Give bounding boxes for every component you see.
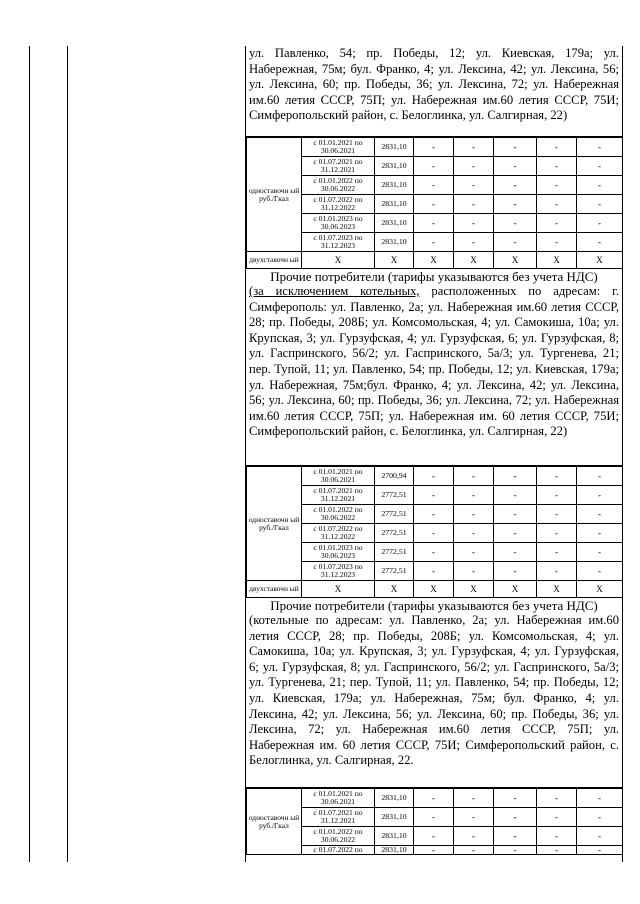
dash-cell: - <box>454 214 494 233</box>
dash-cell: - <box>414 505 454 524</box>
dash-cell: - <box>494 789 537 808</box>
dash-cell: - <box>494 562 537 581</box>
tariff-value: 2831,10 <box>375 846 414 855</box>
dash-cell: - <box>454 562 494 581</box>
exclusion-underlined: (за исключением котельных, <box>249 284 420 298</box>
table-row <box>247 562 623 581</box>
dash-cell: - <box>414 827 454 846</box>
x-cell: X <box>414 581 454 598</box>
tariff-value: 2772,51 <box>375 524 414 543</box>
period-cell: с 01.07.2021 по 31.12.2021 <box>302 486 375 505</box>
table-row <box>247 195 623 214</box>
dash-cell: - <box>414 233 454 252</box>
dash-cell: - <box>414 808 454 827</box>
table-row <box>247 467 623 486</box>
dash-cell: - <box>537 195 577 214</box>
dash-cell: - <box>577 138 623 157</box>
period-cell: с 01.01.2022 по 30.06.2022 <box>302 505 375 524</box>
dash-cell: - <box>414 789 454 808</box>
dash-cell: - <box>454 827 494 846</box>
period-cell: с 01.07.2023 по 31.12.2023 <box>302 562 375 581</box>
dash-cell: - <box>577 827 623 846</box>
dash-cell: - <box>537 789 577 808</box>
dash-cell: - <box>414 138 454 157</box>
two-rate-label: двухставочн ый <box>247 252 302 269</box>
dash-cell: - <box>454 176 494 195</box>
dash-cell: - <box>454 543 494 562</box>
tariff-value: 2831,10 <box>375 214 414 233</box>
dash-cell: - <box>494 827 537 846</box>
dash-cell: - <box>454 846 494 855</box>
x-cell: X <box>375 581 414 598</box>
period-cell: с 01.07.2022 по <box>302 846 375 855</box>
one-rate-label: одноставочн ый руб./Гкал <box>247 789 302 855</box>
dash-cell: - <box>537 505 577 524</box>
dash-cell: - <box>454 157 494 176</box>
period-cell: с 01.01.2021 по 30.06.2021 <box>302 467 375 486</box>
dash-cell: - <box>577 524 623 543</box>
table-row <box>247 486 623 505</box>
section-heading-2: Прочие потребители (тарифы указываются без учета НДС) <box>270 269 598 284</box>
dash-cell: - <box>494 524 537 543</box>
period-cell: с 01.07.2021 по 31.12.2021 <box>302 157 375 176</box>
table-row <box>247 846 623 855</box>
margin-line-1 <box>29 46 30 862</box>
x-cell: X <box>302 581 375 598</box>
table-row <box>247 138 623 157</box>
dash-cell: - <box>537 157 577 176</box>
x-cell: X <box>537 252 577 269</box>
dash-cell: - <box>414 157 454 176</box>
address-list-2 <box>246 284 622 466</box>
tariff-value: 2831,10 <box>375 827 414 846</box>
dash-cell: - <box>454 505 494 524</box>
x-cell: X <box>577 252 623 269</box>
address-list-3: (котельные по адресам: ул. Павленко, 2а; ул. Набережная им.60 летия СССР, 28; пр. Победы, 208Б; ул. Комсомольская, 4; ул. Самокиша, 10а; ул. Крупская, 3; ул. Гурзуфская, 4; ул. Гурзуфская, 6; ул. Гурзуфская, 8; ул. Гаспринского, 56/2; ул. Гаспринского, 5а/3; ул. Тургенева, 21; пер. Тупой, 11; ул. Павленко, 54; пр. Победы, 12; ул. Киевская, 179а; ул. Набережная, 75м; бул. Франко, 4; ул. Лексина, 42; ул. Лексина, 56; ул. Лексина, 60; пр. Победы, 36; ул. Лексина, 72; ул. Набережная им.60 летия СССР, 75П; ул. Набережная им. 60 летия СССР, 75И; Симферопольский район, с. Белоглинка, ул. Салгирная, 22. <box>246 613 622 788</box>
dash-cell: - <box>454 808 494 827</box>
table-row <box>247 505 623 524</box>
dash-cell: - <box>537 524 577 543</box>
dash-cell: - <box>537 138 577 157</box>
dash-cell: - <box>577 157 623 176</box>
address-list-1: ул. Павленко, 54; пр. Победы, 12; ул. Киевская, 179а; ул. Набережная, 75м; бул. Франко, 4; ул. Лексина, 42; ул. Лексина, 56; ул. Лексина, 60; пр. Победы, 36; ул. Лексина, 72; ул. Набережная им.60 летия СССР, 75П; ул. Набережная им.60 летия СССР, 75И; Симферопольский район, с. Белоглинка, ул. Салгирная, 22) <box>246 46 622 137</box>
dash-cell: - <box>537 808 577 827</box>
dash-cell: - <box>414 524 454 543</box>
dash-cell: - <box>537 214 577 233</box>
dash-cell: - <box>414 214 454 233</box>
dash-cell: - <box>577 176 623 195</box>
dash-cell: - <box>577 543 623 562</box>
tariff-value: 2831,10 <box>375 789 414 808</box>
table-row <box>247 252 623 269</box>
dash-cell: - <box>454 195 494 214</box>
dash-cell: - <box>414 543 454 562</box>
x-cell: X <box>494 252 537 269</box>
dash-cell: - <box>414 562 454 581</box>
table-row <box>247 827 623 846</box>
period-cell: с 01.01.2021 по 30.06.2021 <box>302 789 375 808</box>
period-cell: с 01.07.2023 по 31.12.2023 <box>302 233 375 252</box>
x-cell: X <box>537 581 577 598</box>
dash-cell: - <box>494 808 537 827</box>
tariff-table-1 <box>246 137 623 269</box>
dash-cell: - <box>494 176 537 195</box>
period-cell: с 01.07.2021 по 31.12.2021 <box>302 808 375 827</box>
table-row <box>247 581 623 598</box>
table-row <box>247 789 623 808</box>
x-cell: X <box>414 252 454 269</box>
dash-cell: - <box>414 195 454 214</box>
dash-cell: - <box>494 214 537 233</box>
tariff-value: 2831,10 <box>375 138 414 157</box>
dash-cell: - <box>577 789 623 808</box>
tariff-value: 2700,94 <box>375 467 414 486</box>
dash-cell: - <box>494 486 537 505</box>
dash-cell: - <box>414 486 454 505</box>
dash-cell: - <box>454 524 494 543</box>
table-row <box>247 543 623 562</box>
tariff-value: 2831,10 <box>375 176 414 195</box>
tariff-value: 2831,10 <box>375 195 414 214</box>
dash-cell: - <box>494 846 537 855</box>
dash-cell: - <box>537 827 577 846</box>
one-rate-label: одноставочн ый руб./Гкал <box>247 467 302 581</box>
dash-cell: - <box>494 467 537 486</box>
dash-cell: - <box>537 176 577 195</box>
period-cell: с 01.01.2022 по 30.06.2022 <box>302 176 375 195</box>
table-row <box>247 176 623 195</box>
dash-cell: - <box>577 562 623 581</box>
period-cell: с 01.01.2023 по 30.06.2023 <box>302 214 375 233</box>
dash-cell: - <box>494 195 537 214</box>
dash-cell: - <box>577 195 623 214</box>
dash-cell: - <box>577 846 623 855</box>
dash-cell: - <box>577 233 623 252</box>
tariff-value: 2831,10 <box>375 157 414 176</box>
tariff-value: 2772,51 <box>375 543 414 562</box>
dash-cell: - <box>454 467 494 486</box>
tariff-content <box>246 46 622 855</box>
dash-cell: - <box>537 233 577 252</box>
dash-cell: - <box>454 233 494 252</box>
x-cell: X <box>494 581 537 598</box>
dash-cell: - <box>494 543 537 562</box>
dash-cell: - <box>577 505 623 524</box>
dash-cell: - <box>577 467 623 486</box>
dash-cell: - <box>577 808 623 827</box>
dash-cell: - <box>537 486 577 505</box>
dash-cell: - <box>454 138 494 157</box>
dash-cell: - <box>577 486 623 505</box>
dash-cell: - <box>494 505 537 524</box>
tariff-value: 2831,10 <box>375 233 414 252</box>
tariff-value: 2772,51 <box>375 486 414 505</box>
period-cell: с 01.07.2022 по 31.12.2022 <box>302 195 375 214</box>
tariff-value: 2772,51 <box>375 505 414 524</box>
tariff-table-3 <box>246 788 623 855</box>
tariff-table-2 <box>246 466 623 598</box>
one-rate-label: одноставочн ый руб./Гкал <box>247 138 302 252</box>
exclusion-addresses: расположенных по адресам: г. Симферополь: ул. Павленко, 2а; ул. Набережная им.60 летия СССР, 28; пр. Победы, 208Б; ул. Комсомольская, 4; ул. Самокиша, 10а; ул. Крупская, 3; ул. Гурзуфская, 4; ул. Гурзуфская, 6; ул. Гурзуфская, 8; ул. Гаспринского, 56/2; ул. Гаспринского, 5а/3; ул. Тургенева, 21; пер. Тупой, 11; ул. Павленко, 54; пр. Победы, 12; ул. Киевская, 179а; ул. Набережная, 75м;бул. Франко, 4; ул. Лексина, 42; ул. Лексина, 56; ул. Лексина, 60; пр. Победы, 36; ул. Лексина, 72; ул. Набережная им.60 летия СССР, 75П; ул. Набережная им. 60 летия СССР, 75И; Симферопольский район, с. Белоглинка, ул. Салгирная, 22) <box>249 284 620 439</box>
dash-cell: - <box>414 467 454 486</box>
dash-cell: - <box>537 562 577 581</box>
table-row <box>247 808 623 827</box>
dash-cell: - <box>454 486 494 505</box>
period-cell: с 01.01.2023 по 30.06.2023 <box>302 543 375 562</box>
x-cell: X <box>454 252 494 269</box>
dash-cell: - <box>537 543 577 562</box>
dash-cell: - <box>414 176 454 195</box>
dash-cell: - <box>577 214 623 233</box>
period-cell: с 01.01.2022 по 30.06.2022 <box>302 827 375 846</box>
dash-cell: - <box>494 157 537 176</box>
tariff-value: 2831,10 <box>375 808 414 827</box>
period-cell: с 01.01.2021 по 30.06.2021 <box>302 138 375 157</box>
period-cell: с 01.07.2022 по 31.12.2022 <box>302 524 375 543</box>
x-cell: X <box>375 252 414 269</box>
x-cell: X <box>302 252 375 269</box>
dash-cell: - <box>454 789 494 808</box>
table-row <box>247 233 623 252</box>
section-heading-3: Прочие потребители (тарифы указываются без учета НДС) <box>270 598 598 613</box>
dash-cell: - <box>414 846 454 855</box>
two-rate-label: двухставочн ый <box>247 581 302 598</box>
table-row <box>247 214 623 233</box>
x-cell: X <box>454 581 494 598</box>
dash-cell: - <box>494 233 537 252</box>
margin-line-2 <box>67 46 68 862</box>
dash-cell: - <box>494 138 537 157</box>
table-row <box>247 524 623 543</box>
dash-cell: - <box>537 467 577 486</box>
table-row <box>247 157 623 176</box>
x-cell: X <box>577 581 623 598</box>
dash-cell: - <box>537 846 577 855</box>
tariff-value: 2772,51 <box>375 562 414 581</box>
